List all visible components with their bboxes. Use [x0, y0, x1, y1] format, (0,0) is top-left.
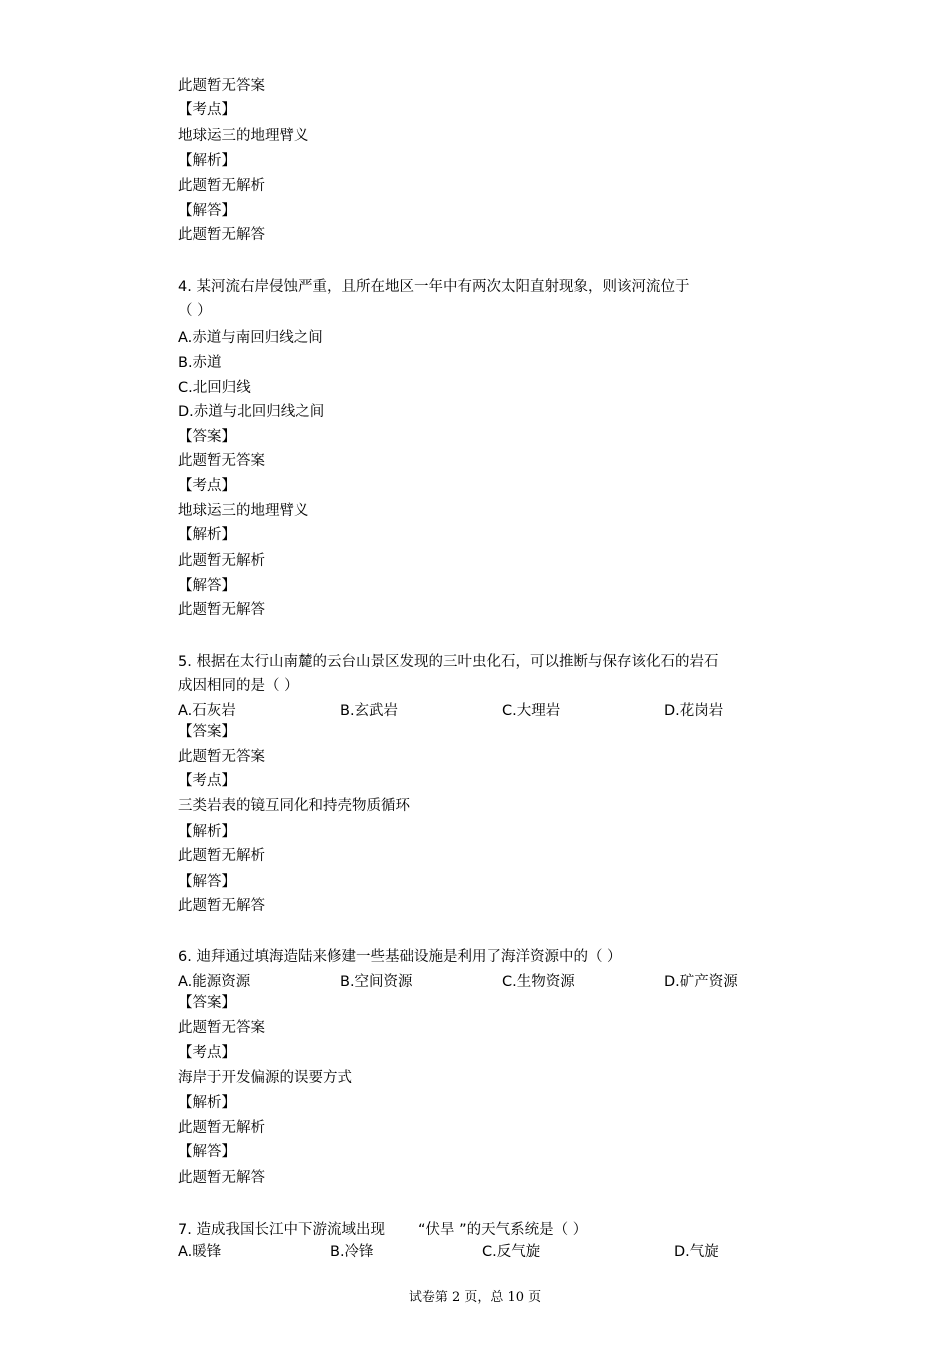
page-footer: 试卷第 2 页，总 10 页 [408, 1290, 542, 1305]
q4-option-b: B.赤道 [178, 355, 222, 371]
q7-option-d: D.气旋 [674, 1244, 719, 1260]
q7-stem-part1: 7. 造成我国长江中下游流域出现 [178, 1222, 385, 1238]
q6-option-a: A.能源资源 [178, 974, 251, 990]
q4-stem-line2: （ ） [178, 303, 212, 319]
q6-kaodian-label: 【考点】 [178, 1045, 236, 1061]
q6-stem: 6. 迪拜通过填海造陆来修建一些基础设施是利用了海洋资源中的（ ） [178, 949, 622, 965]
q7-stem-part2: “伏旱 ”的天气系统是（ ） [418, 1222, 588, 1238]
q6-kaodian: 海岸于开发偏源的误要方式 [178, 1070, 352, 1086]
q5-jiexi: 此题暂无解析 [178, 848, 265, 864]
q3-kaodian-label: 【考点】 [178, 102, 236, 118]
q5-stem-line2: 成因相同的是（ ） [178, 678, 299, 694]
q6-jieda: 此题暂无解答 [178, 1170, 265, 1186]
q5-kaodian-label: 【考点】 [178, 773, 236, 789]
q5-option-b: B.玄武岩 [340, 703, 399, 719]
q5-answer: 此题暂无答案 [178, 749, 265, 765]
q6-option-d: D.矿产资源 [664, 974, 738, 990]
q6-jiexi: 此题暂无解析 [178, 1120, 265, 1136]
q4-option-a: A.赤道与南回归线之间 [178, 330, 323, 346]
q6-jieda-label: 【解答】 [178, 1144, 236, 1160]
q4-option-d: D.赤道与北回归线之间 [178, 404, 325, 420]
q6-answer-label: 【答案】 [178, 995, 236, 1011]
q4-kaodian-label: 【考点】 [178, 478, 236, 494]
q4-jiexi-label: 【解析】 [178, 527, 236, 543]
q7-option-b: B.冷锋 [330, 1244, 374, 1260]
q5-option-d: D.花岗岩 [664, 703, 724, 719]
q5-option-a: A.石灰岩 [178, 703, 236, 719]
q4-stem-line1: 4. 某河流右岸侵蚀严重，且所在地区一年中有两次太阳直射现象，则该河流位于 [178, 279, 690, 295]
q6-option-c: C.生物资源 [502, 974, 575, 990]
q3-jiexi: 此题暂无解析 [178, 178, 265, 194]
q3-jieda: 此题暂无解答 [178, 227, 265, 243]
q3-answer: 此题暂无答案 [178, 78, 265, 94]
q4-answer-label: 【答案】 [178, 429, 236, 445]
q6-answer: 此题暂无答案 [178, 1020, 265, 1036]
q4-option-c: C.北回归线 [178, 380, 251, 396]
q3-jiexi-label: 【解析】 [178, 153, 236, 169]
q4-jieda-label: 【解答】 [178, 578, 236, 594]
q5-jieda-label: 【解答】 [178, 874, 236, 890]
q5-jieda: 此题暂无解答 [178, 898, 265, 914]
q5-kaodian: 三类岩表的镜互同化和持壳物质循环 [178, 798, 410, 814]
q7-option-c: C.反气旋 [482, 1244, 541, 1260]
q7-option-a: A.暖锋 [178, 1244, 222, 1260]
q4-jiexi: 此题暂无解析 [178, 553, 265, 569]
q4-kaodian: 地球运三的地理臂义 [178, 503, 309, 519]
q4-jieda: 此题暂无解答 [178, 602, 265, 618]
q5-stem-line1: 5. 根据在太行山南麓的云台山景区发现的三叶虫化石，可以推断与保存该化石的岩石 [178, 654, 719, 670]
q5-answer-label: 【答案】 [178, 724, 236, 740]
q4-answer: 此题暂无答案 [178, 453, 265, 469]
q3-kaodian: 地球运三的地理臂义 [178, 128, 309, 144]
q6-jiexi-label: 【解析】 [178, 1095, 236, 1111]
q3-jieda-label: 【解答】 [178, 203, 236, 219]
q5-option-c: C.大理岩 [502, 703, 561, 719]
q5-jiexi-label: 【解析】 [178, 824, 236, 840]
q6-option-b: B.空间资源 [340, 974, 413, 990]
